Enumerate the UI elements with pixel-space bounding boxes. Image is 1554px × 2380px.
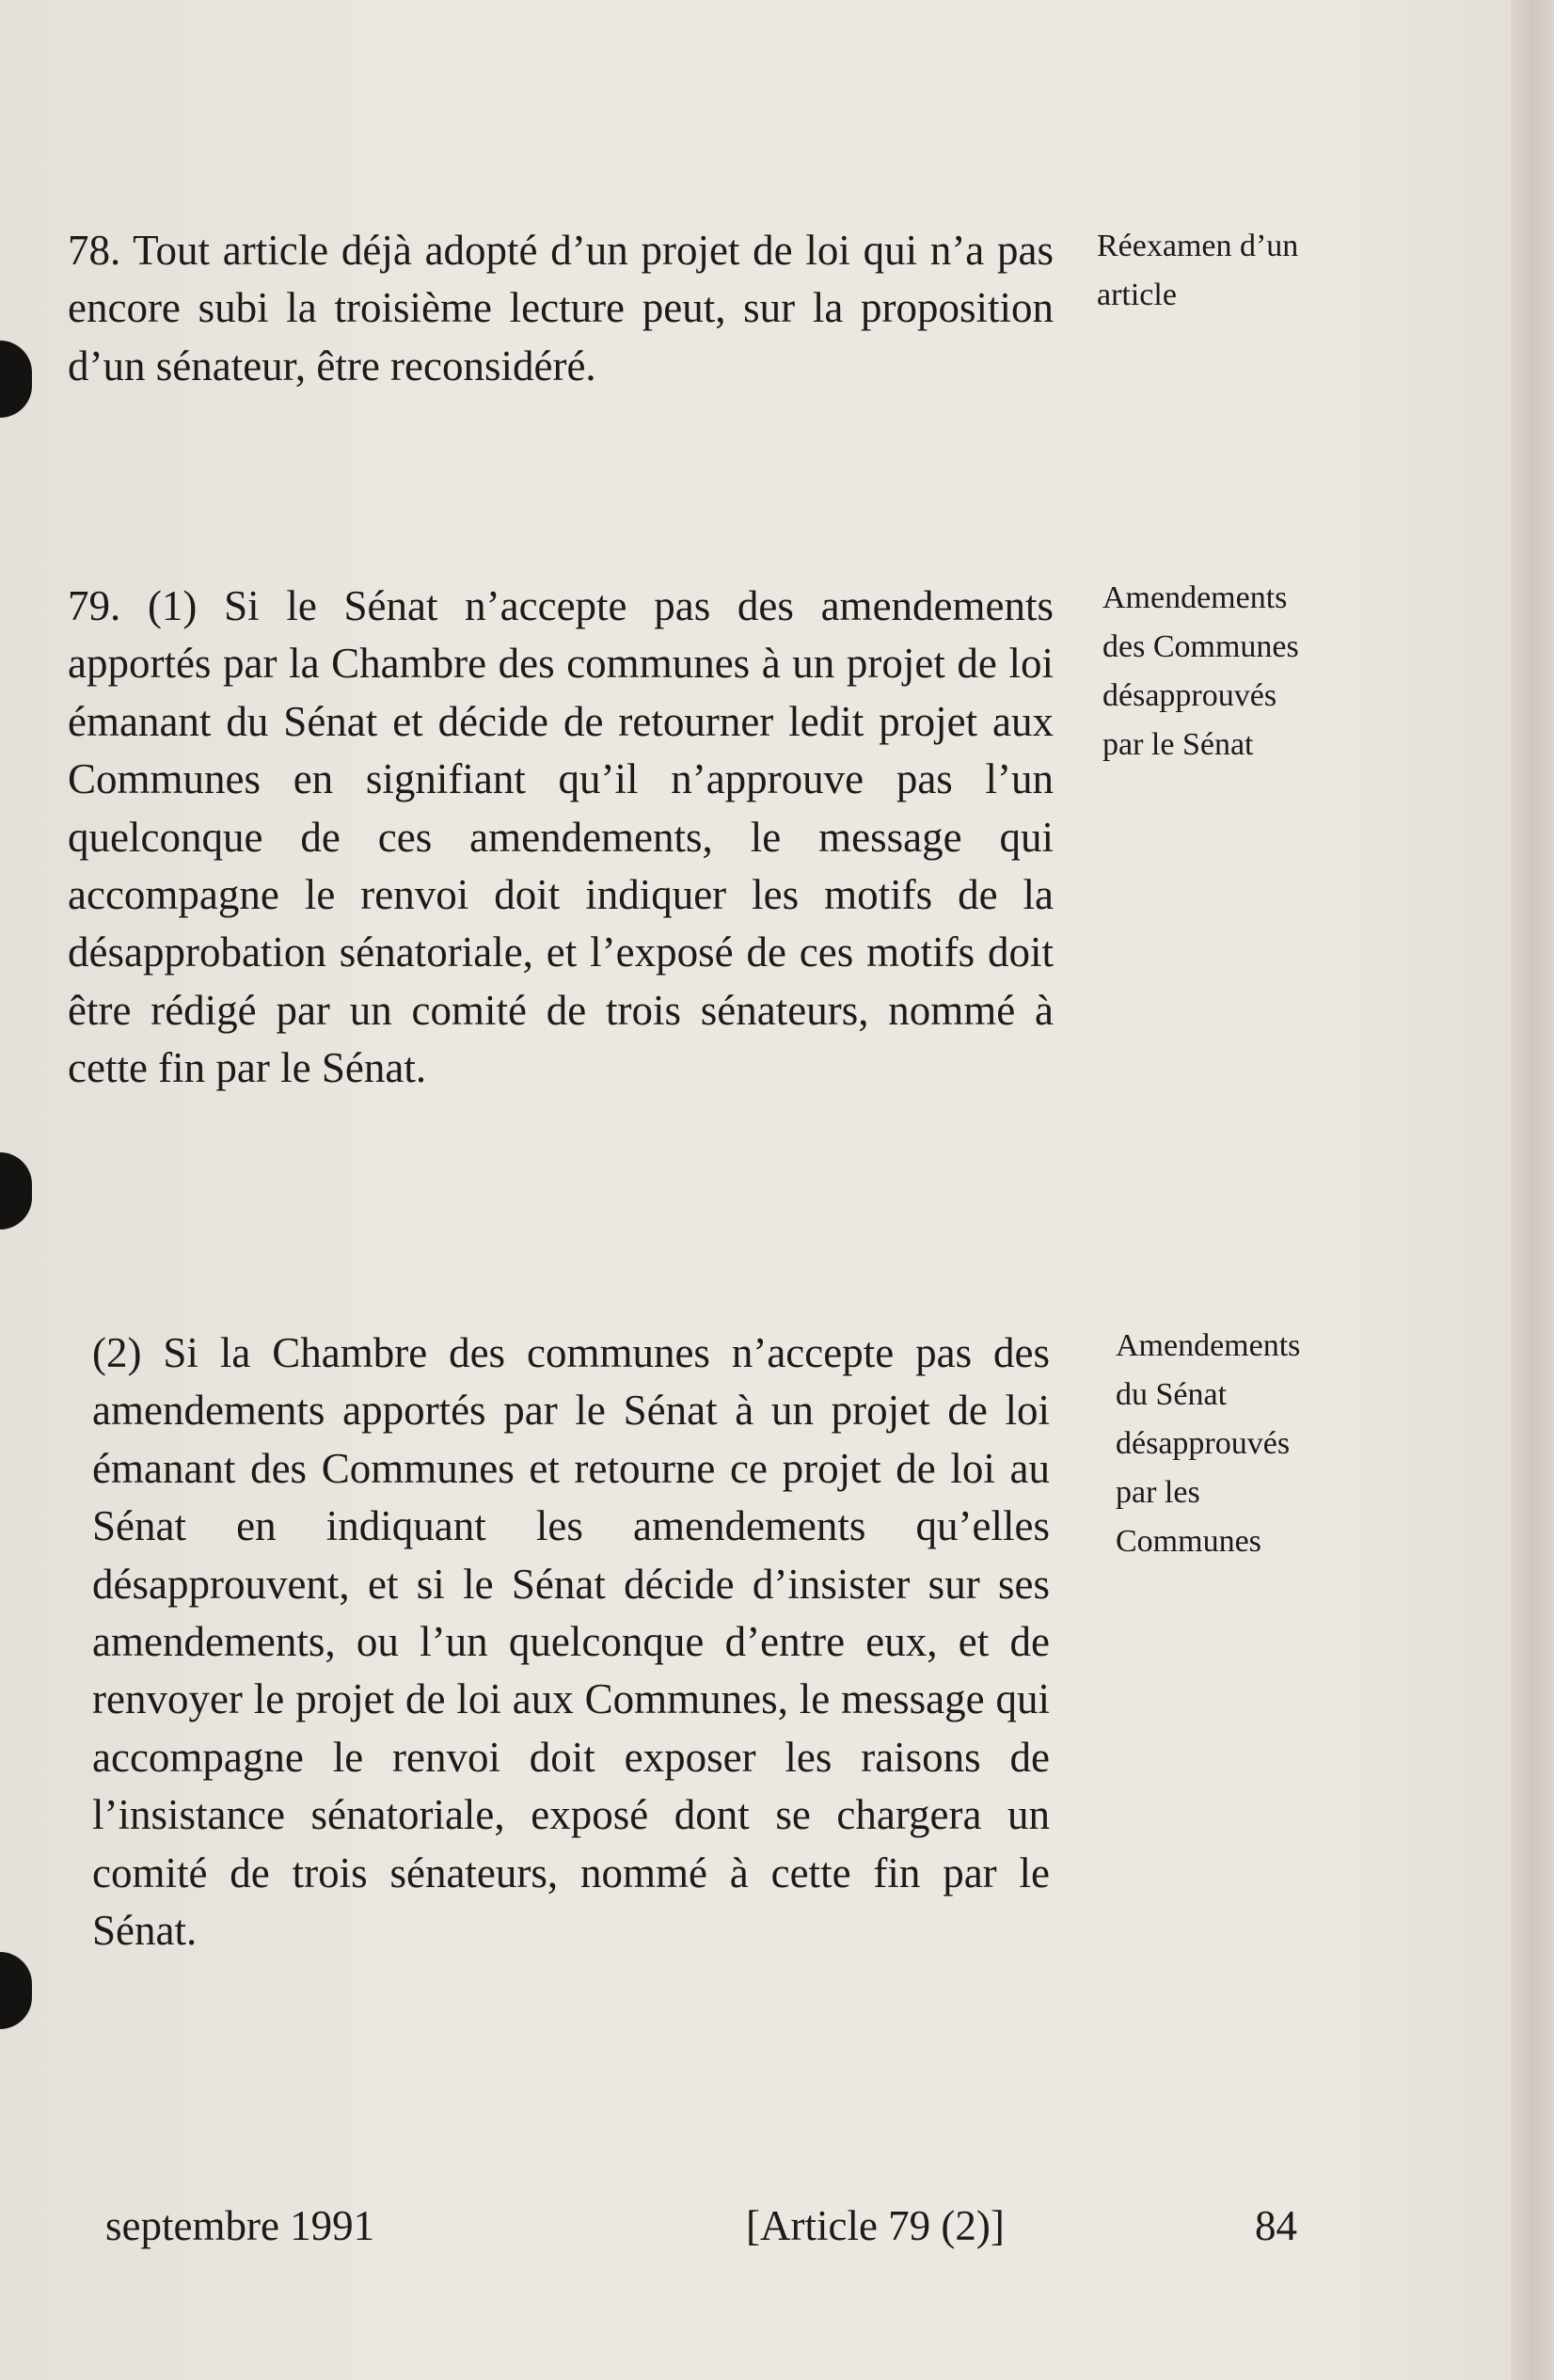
- binder-hole: [0, 1152, 32, 1230]
- margin-note-amendements-communes: [1102, 574, 1299, 770]
- margin-note-amendements-senat: [1116, 1322, 1300, 1566]
- page-number: 84: [1255, 2202, 1297, 2249]
- margin-note-line: désapprouvés: [1116, 1426, 1291, 1461]
- binder-hole: [0, 1952, 32, 2029]
- binder-hole: [0, 341, 32, 418]
- footer-article: [Article 79 (2)]: [746, 2202, 1005, 2249]
- margin-note-line: par les: [1116, 1475, 1200, 1510]
- margin-note-line: des Communes: [1102, 629, 1299, 664]
- margin-note-reexamen: [1097, 222, 1298, 320]
- margin-note-line: Amendements: [1102, 580, 1288, 615]
- section-78-text: 78. Tout article déjà adopté d’un projet de loi qui n’a pas encore subi la troisième lecture peut, sur la proposition d’un sénateur, être reconsidéré.: [68, 227, 1054, 389]
- page-edge: [1511, 0, 1554, 2380]
- section-79-2-text: (2) Si la Chambre des communes n’accepte pas des amendements apportés par le Sénat à un projet de loi émanant des Communes et retourne ce projet de loi au Sénat en indiquant les amendements qu’elles désapprouvent, et si le Sénat décide d’insister sur ses amendements, ou l’un quelconque d’entre eux, et de renvoyer le projet de loi aux Communes, le message qui accompagne le renvoi doit exposer les raisons de l’insistance sénatoriale, exposé dont se chargera un comité de trois sénateurs, nommé à cette fin par le Sénat.: [92, 1329, 1050, 1955]
- margin-note-line: Réexamen d’un: [1097, 229, 1299, 263]
- margin-note-line: désapprouvés: [1102, 678, 1277, 713]
- margin-note-line: article: [1097, 278, 1177, 312]
- footer-date: septembre 1991: [105, 2202, 375, 2249]
- margin-note-line: Communes: [1116, 1524, 1261, 1559]
- margin-note-line: par le Sénat: [1102, 727, 1254, 762]
- margin-note-line: Amendements: [1116, 1328, 1301, 1363]
- section-79-1-text: 79. (1) Si le Sénat n’accepte pas des amendements apportés par la Chambre des communes à un projet de loi émanant du Sénat et décide de retourner ledit projet aux Communes en signifiant qu’il n’approuve pas l’un quelconque de ces amendements, le message qui accompagne le renvoi doit indiquer les motifs de la désapprobation sénatoriale, et l’exposé de ces motifs doit être rédigé par un comité de trois sénateurs, nommé à cette fin par le Sénat.: [68, 582, 1054, 1092]
- margin-note-line: du Sénat: [1116, 1377, 1228, 1412]
